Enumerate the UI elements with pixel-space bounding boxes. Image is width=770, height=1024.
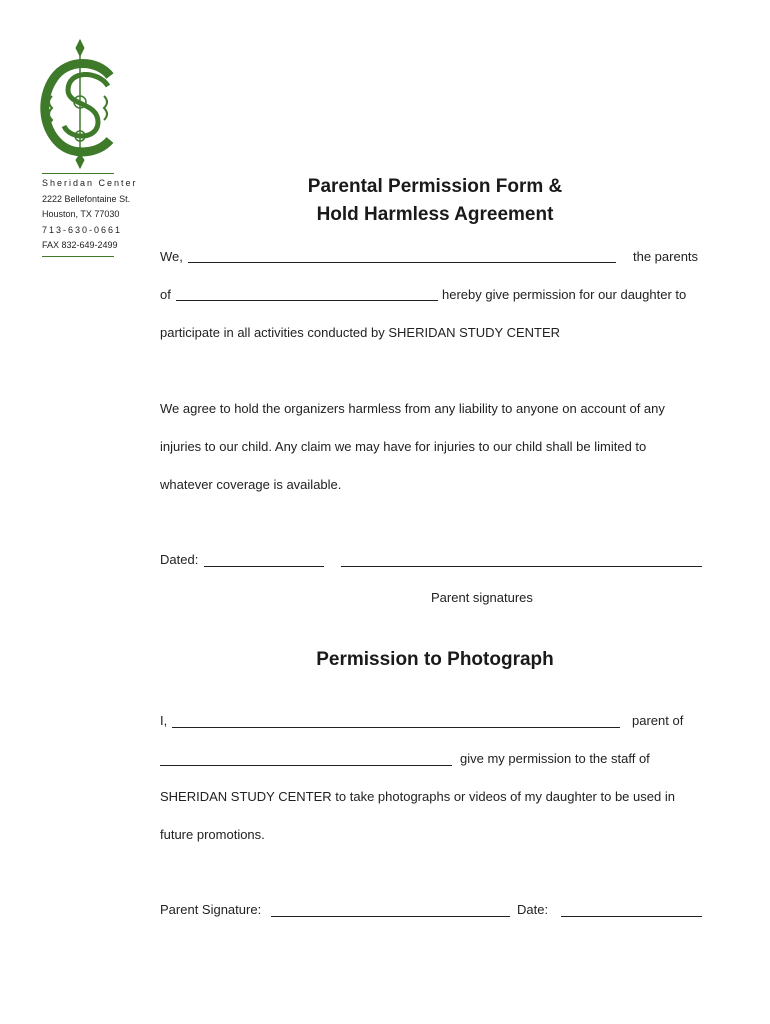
photo-consent-text: SHERIDAN STUDY CENTER to take photographs or videos of my daughter to be used in	[160, 789, 675, 804]
photo-title: Permission to Photograph	[316, 649, 554, 670]
form-title-line1: Parental Permission Form &	[307, 176, 563, 197]
date-label: Date:	[517, 902, 549, 917]
phone-number: 713-630-0661	[42, 224, 123, 235]
fax-number: FAX 832-649-2499	[42, 240, 118, 250]
of-label: of	[160, 287, 171, 302]
we-label: We,	[160, 249, 183, 264]
dated-label: Dated:	[160, 552, 199, 567]
child-name-field[interactable]	[160, 765, 452, 766]
agree-text-line1: We agree to hold the organizers harmless from any liability to anyone on account of any	[160, 401, 665, 416]
letterhead-rule-top	[42, 173, 114, 174]
parents-names-field[interactable]	[188, 262, 616, 263]
parent-signatures-label: Parent signatures	[431, 590, 533, 605]
date-field[interactable]	[561, 916, 702, 917]
participate-text: participate in all activities conducted by SHERIDAN STUDY CENTER	[160, 325, 561, 340]
parent-signature-label: Parent Signature:	[160, 902, 262, 917]
sheridan-logo	[38, 36, 118, 171]
city-address: Houston, TX 77030	[42, 209, 120, 219]
letterhead-address	[42, 176, 138, 254]
agree-text-line3: whatever coverage is available.	[160, 477, 342, 492]
center-name: Sheridan Center	[42, 178, 138, 188]
letterhead-rule-bottom	[42, 256, 114, 257]
agree-text-line2: injuries to our child. Any claim we may have for injuries to our child shall be limited to	[160, 439, 647, 454]
daughter-name-field[interactable]	[176, 300, 438, 301]
parent-signature-field[interactable]	[271, 916, 510, 917]
parent-of-label: parent of	[632, 713, 684, 728]
parent-name-field[interactable]	[172, 727, 620, 728]
parents-label: the parents	[633, 249, 699, 264]
form-title-line2: Hold Harmless Agreement	[316, 204, 554, 225]
future-promotions-text: future promotions.	[160, 827, 265, 842]
i-label: I,	[160, 713, 168, 728]
parent-signatures-field[interactable]	[341, 566, 702, 567]
dated-field[interactable]	[204, 566, 324, 567]
give-permission-text: give my permission to the staff of	[460, 751, 650, 766]
permission-text: hereby give permission for our daughter to	[442, 287, 687, 302]
street-address: 2222 Bellefontaine St.	[42, 193, 131, 204]
